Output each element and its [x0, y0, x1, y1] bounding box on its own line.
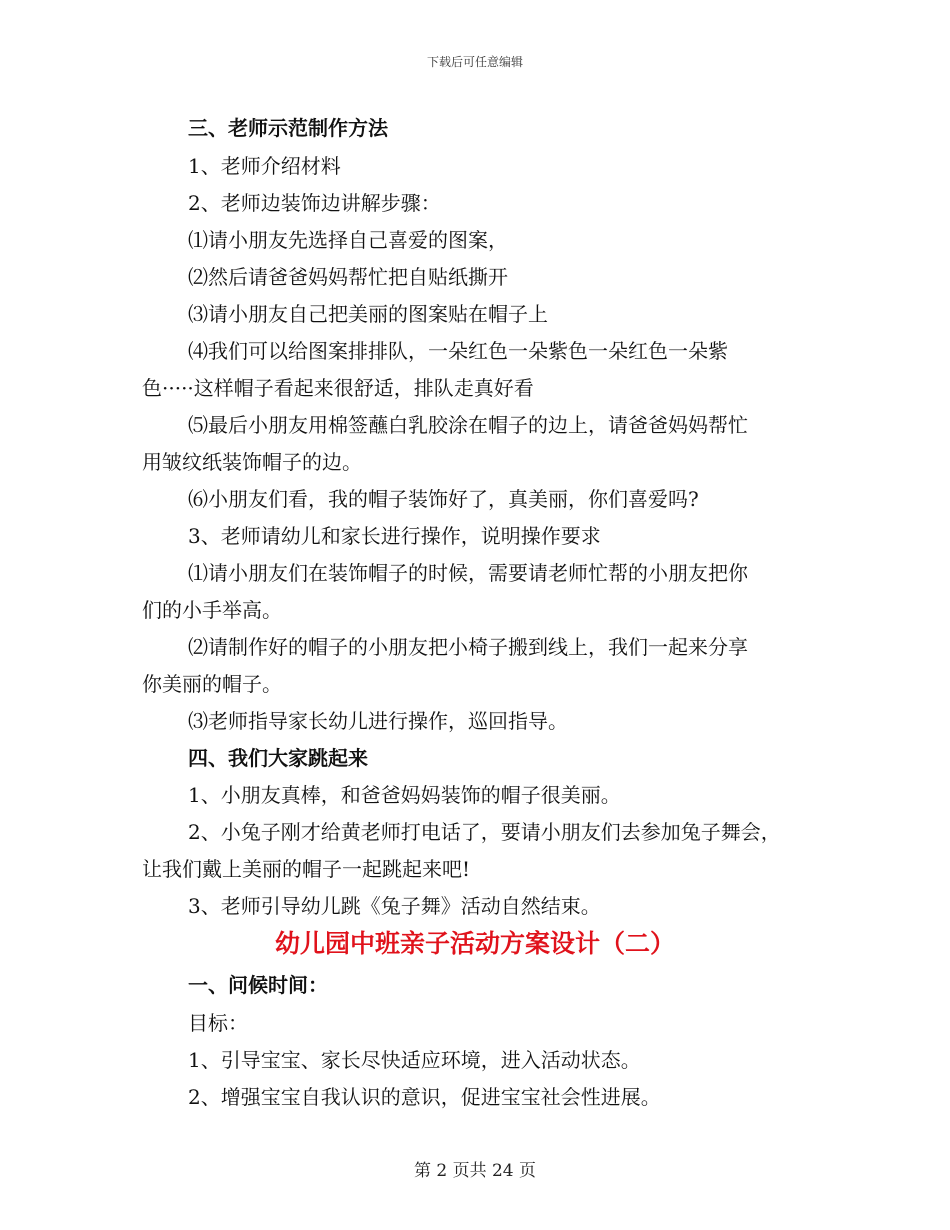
paragraph: ⑶请小朋友自己把美丽的图案贴在帽子上 [188, 302, 548, 326]
paragraph: 2、小兔子刚才给黄老师打电话了，要请小朋友们去参加兔子舞会， [188, 820, 781, 844]
section-heading-4: 四、我们大家跳起来 [188, 746, 368, 770]
paragraph-continuation: 色·····这样帽子看起来很舒适，排队走真好看 [142, 376, 534, 400]
section-heading-1: 一、问候时间： [188, 973, 328, 997]
paragraph: 3、老师请幼儿和家长进行操作，说明操作要求 [188, 524, 601, 548]
paragraph: 1、引导宝宝、家长尽快适应环境，进入活动状态。 [188, 1048, 641, 1072]
paragraph-continuation: 你美丽的帽子。 [142, 672, 282, 696]
paragraph: 1、老师介绍材料 [188, 154, 341, 178]
paragraph-continuation: 用皱纹纸装饰帽子的边。 [142, 450, 362, 474]
page-footer: 第 2 页共 24 页 [413, 1161, 537, 1181]
document-title: 幼儿园中班亲子活动方案设计（二） [274, 929, 675, 958]
paragraph-continuation: 让我们戴上美丽的帽子一起跳起来吧! [142, 857, 471, 881]
paragraph: 2、增强宝宝自我认识的意识，促进宝宝社会性进展。 [188, 1085, 661, 1109]
paragraph: ⑸最后小朋友用棉签蘸白乳胶涂在帽子的边上，请爸爸妈妈帮忙 [188, 413, 748, 437]
paragraph: 2、老师边装饰边讲解步骤： [188, 191, 441, 215]
page-header: 下载后可任意编辑 [426, 55, 523, 69]
paragraph: 目标： [188, 1011, 248, 1035]
paragraph: 1、小朋友真棒，和爸爸妈妈装饰的帽子很美丽。 [188, 783, 621, 807]
paragraph: ⑶老师指导家长幼儿进行操作，巡回指导。 [188, 709, 568, 733]
paragraph-continuation: 们的小手举高。 [142, 598, 282, 622]
paragraph: 3、老师引导幼儿跳《兔子舞》活动自然结束。 [188, 894, 601, 918]
paragraph: ⑹小朋友们看，我的帽子装饰好了，真美丽，你们喜爱吗? [188, 487, 699, 511]
paragraph: ⑷我们可以给图案排排队，一朵红色一朵紫色一朵红色一朵紫 [188, 339, 728, 363]
section-heading-3: 三、老师示范制作方法 [188, 116, 388, 140]
paragraph: ⑵然后请爸爸妈妈帮忙把自贴纸撕开 [188, 265, 508, 289]
paragraph: ⑵请制作好的帽子的小朋友把小椅子搬到线上，我们一起来分享 [188, 635, 748, 659]
paragraph: ⑴请小朋友们在装饰帽子的时候，需要请老师忙帮的小朋友把你 [188, 561, 748, 585]
paragraph: ⑴请小朋友先选择自己喜爱的图案， [188, 228, 508, 252]
